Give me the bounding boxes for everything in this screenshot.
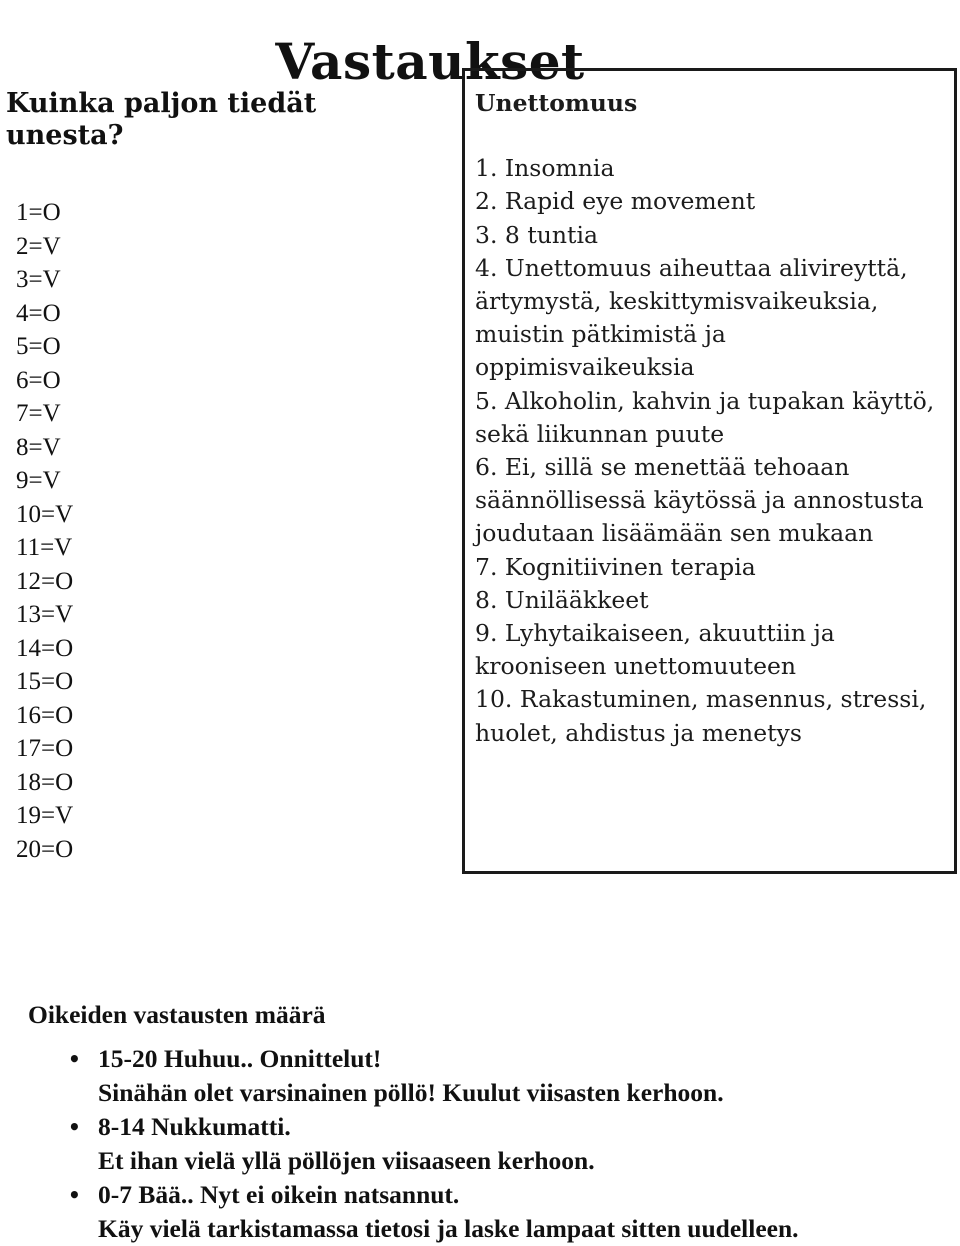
insomnia-answer-item: 4. Unettomuus aiheuttaa alivireyttä, ärtymystä, keskittymisvaikeuksia, muistin pätkimistä ja oppimisvaikeuksia	[475, 253, 908, 382]
answer-key-list	[16, 196, 73, 866]
insomnia-answer-box	[462, 68, 957, 874]
insomnia-answer-list	[475, 152, 950, 750]
answer-key-item: 14=O	[16, 634, 74, 662]
answer-key-item: 5=O	[16, 333, 61, 360]
score-level-range: 15-20 Huhuu.. Onnittelut!	[98, 1044, 382, 1073]
page-title: Vastaukset	[275, 31, 585, 91]
answer-key-item: 16=O	[16, 701, 74, 729]
score-level-range: 0-7 Bää.. Nyt ei oikein natsannut.	[98, 1180, 460, 1209]
answer-key-item: 8=V	[16, 433, 61, 461]
insomnia-answer-item: 9. Lyhytaikaiseen, akuuttiin ja krooniseen unettomuuteen	[475, 619, 835, 681]
score-level-description: Sinähän olet varsinainen pöllö! Kuulut viisasten kerhoon.	[98, 1078, 724, 1107]
answer-key-item: 20=O	[16, 835, 74, 863]
answer-key-item: 3=V	[16, 266, 61, 293]
score-level-item	[28, 1042, 928, 1110]
bullet-icon: •	[68, 1183, 81, 1207]
answer-key-item: 6=O	[16, 366, 61, 394]
answer-key-item: 12=O	[16, 567, 74, 595]
answer-key-item: 4=O	[16, 299, 61, 327]
bullet-icon: •	[68, 1047, 81, 1071]
score-level-description: Et ihan vielä yllä pöllöjen viisaaseen kerhoon.	[98, 1146, 595, 1175]
insomnia-answer-item: 1. Insomnia	[475, 154, 615, 183]
answer-key-item: 18=O	[16, 768, 74, 796]
answer-key-item: 17=O	[16, 735, 74, 762]
score-level-item	[28, 1110, 928, 1178]
score-level-description: Käy vielä tarkistamassa tietosi ja laske lampaat sitten uudelleen.	[98, 1214, 799, 1243]
answer-key-item: 7=V	[16, 400, 61, 427]
quiz-heading: Kuinka paljon tiedät unesta?	[6, 88, 317, 151]
score-level-range: 8-14 Nukkumatti.	[98, 1112, 291, 1141]
insomnia-answer-item: 5. Alkoholin, kahvin ja tupakan käyttö, sekä liikunnan puute	[475, 386, 935, 448]
answer-key-item: 11=V	[16, 534, 73, 561]
answer-key-item: 13=V	[16, 601, 74, 628]
answer-key-item: 10=V	[16, 500, 74, 528]
insomnia-answer-item: 8. Unilääkkeet	[475, 585, 649, 614]
answer-key-item: 1=O	[16, 199, 61, 226]
answer-key-item: 9=V	[16, 467, 61, 494]
bullet-icon: •	[68, 1115, 81, 1139]
answer-key-item: 15=O	[16, 668, 74, 695]
score-section	[28, 998, 928, 1246]
insomnia-answer-item: 6. Ei, sillä se menettää tehoaan säännöllisessä käytössä ja annostusta joudutaan lisäämään sen mukaan	[475, 453, 924, 548]
insomnia-answer-item: 2. Rapid eye movement	[475, 187, 756, 216]
score-level-item	[28, 1178, 928, 1246]
insomnia-heading: Unettomuus	[475, 89, 638, 117]
insomnia-answer-item: 3. 8 tuntia	[475, 220, 598, 249]
insomnia-answer-item: 7. Kognitiivinen terapia	[475, 552, 756, 581]
score-heading: Oikeiden vastausten määrä	[28, 1000, 326, 1029]
answer-key-item: 19=V	[16, 802, 74, 829]
answer-key-item: 2=V	[16, 232, 61, 260]
insomnia-answer-item: 10. Rakastuminen, masennus, stressi, huolet, ahdistus ja menetys	[475, 685, 927, 747]
score-level-list	[28, 1042, 928, 1246]
